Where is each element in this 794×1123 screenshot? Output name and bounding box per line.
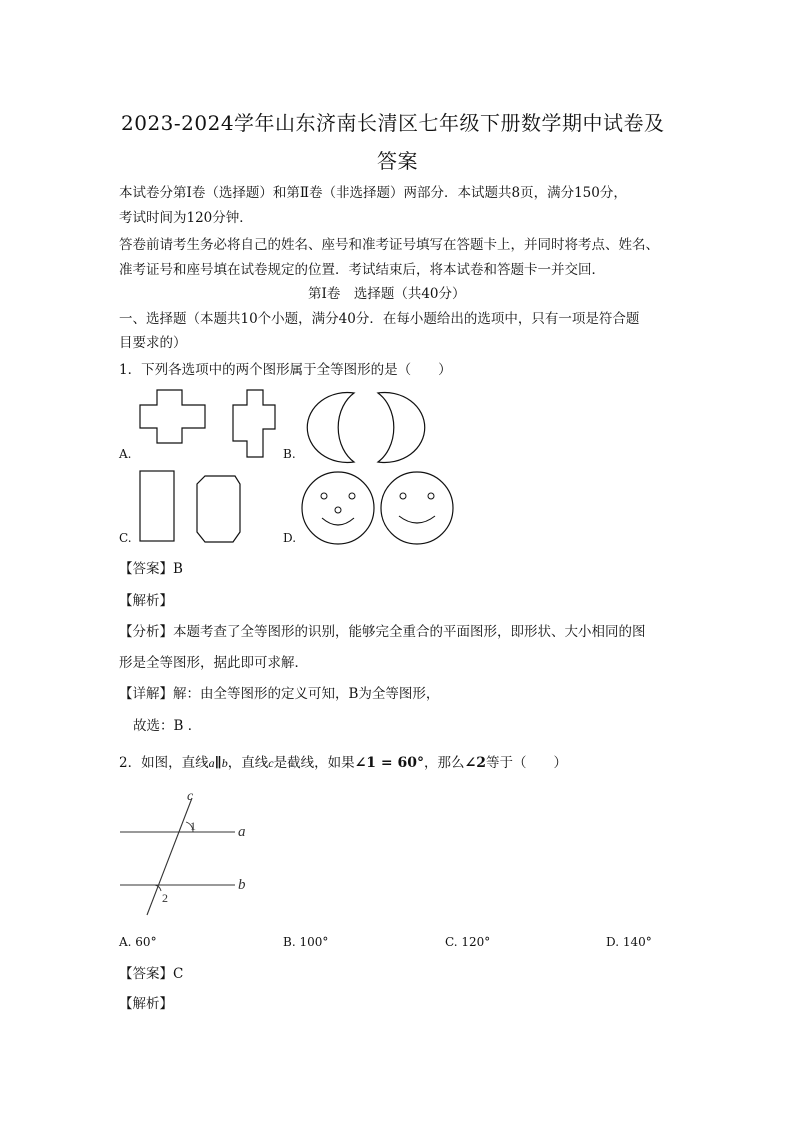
- section-heading: 第Ⅰ卷 选择题（共40分）: [308, 286, 466, 302]
- intro-line: 本试卷分第Ⅰ卷（选择题）和第Ⅱ卷（非选择题）两部分．本试题共8页，满分150分，: [119, 185, 627, 201]
- var-b: b: [221, 756, 228, 770]
- q2-option-b: B. 100°: [283, 935, 329, 949]
- intro-line: 考试时间为120分钟．: [119, 210, 253, 226]
- q1-option-c-figure: [135, 468, 250, 548]
- var-c: c: [268, 756, 274, 770]
- intro-line: 答卷前请考生务必将自己的姓名、座号和准考证号填写在答题卡上，并同时将考点、姓名、: [119, 237, 659, 253]
- q2-stem: 2．如图，直线a∥b，直线c是截线，如果∠1 = 60°，那么∠2等于（ ）: [119, 755, 567, 771]
- q1-answer: 【答案】B: [119, 561, 183, 577]
- page-title-line1: 2023-2024学年山东济南长清区七年级下册数学期中试卷及: [121, 111, 665, 135]
- smiley-face-1: [302, 472, 374, 544]
- q1-option-d-label: D.: [283, 531, 297, 545]
- q1-option-d-figure: [298, 470, 458, 545]
- parallel-symbol: ∥: [214, 755, 222, 771]
- smiley-face-2: [381, 472, 453, 544]
- label-2: 2: [162, 891, 168, 905]
- label-a: a: [238, 824, 246, 840]
- q1-option-b-figure: [298, 390, 463, 465]
- q1-stem: 1．下列各选项中的两个图形属于全等图形的是（ ）: [119, 362, 452, 378]
- q1-fenxi: 【分析】本题考查了全等图形的识别，能够完全重合的平面图形，即形状、大小相同的图: [119, 624, 646, 640]
- q2-option-d: D. 140°: [606, 935, 652, 949]
- label-b: b: [238, 877, 246, 893]
- q2-analysis-heading: 【解析】: [119, 996, 173, 1012]
- crescent-shape: [378, 393, 425, 463]
- cross-shape: [140, 390, 205, 443]
- angle-2-symbol: ∠2: [464, 755, 486, 771]
- label-c: c: [187, 789, 194, 804]
- q2-answer: 【答案】C: [119, 966, 184, 982]
- var-a: a: [208, 756, 215, 770]
- q2-parallel-lines-figure: [115, 785, 265, 920]
- q1-option-b-label: B.: [283, 447, 296, 461]
- q1-fenxi: 形是全等图形，据此即可求解．: [119, 655, 308, 671]
- intro-line: 准考证号和座号填在试卷规定的位置．考试结束后，将本试卷和答题卡一并交回．: [119, 262, 605, 278]
- angle-1-equation: ∠1 = 60°: [354, 755, 425, 771]
- octagon-shape: [197, 476, 240, 542]
- q1-option-c-label: C.: [119, 531, 132, 545]
- cross-shape: [233, 390, 275, 457]
- part-instruction: 一、选择题（本题共10个小题，满分40分．在每小题给出的选项中，只有一项是符合题: [119, 311, 640, 327]
- q1-choose: 故选：B ．: [133, 718, 202, 734]
- q1-option-a-label: A.: [119, 447, 132, 461]
- rectangle-shape: [140, 471, 174, 541]
- page-title-line2: 答案: [377, 149, 418, 173]
- line-c: [147, 798, 192, 915]
- q1-detail: 【详解】解：由全等图形的定义可知，B为全等图形，: [119, 686, 440, 702]
- q1-option-a-figure: [135, 385, 285, 465]
- crescent-shape: [307, 393, 354, 463]
- q1-analysis-heading: 【解析】: [119, 593, 173, 609]
- label-1: 1: [190, 819, 196, 833]
- part-instruction: 目要求的）: [119, 335, 187, 351]
- q2-option-c: C. 120°: [445, 935, 491, 949]
- q2-option-a: A. 60°: [119, 935, 157, 949]
- angle-2-arc: [155, 885, 161, 891]
